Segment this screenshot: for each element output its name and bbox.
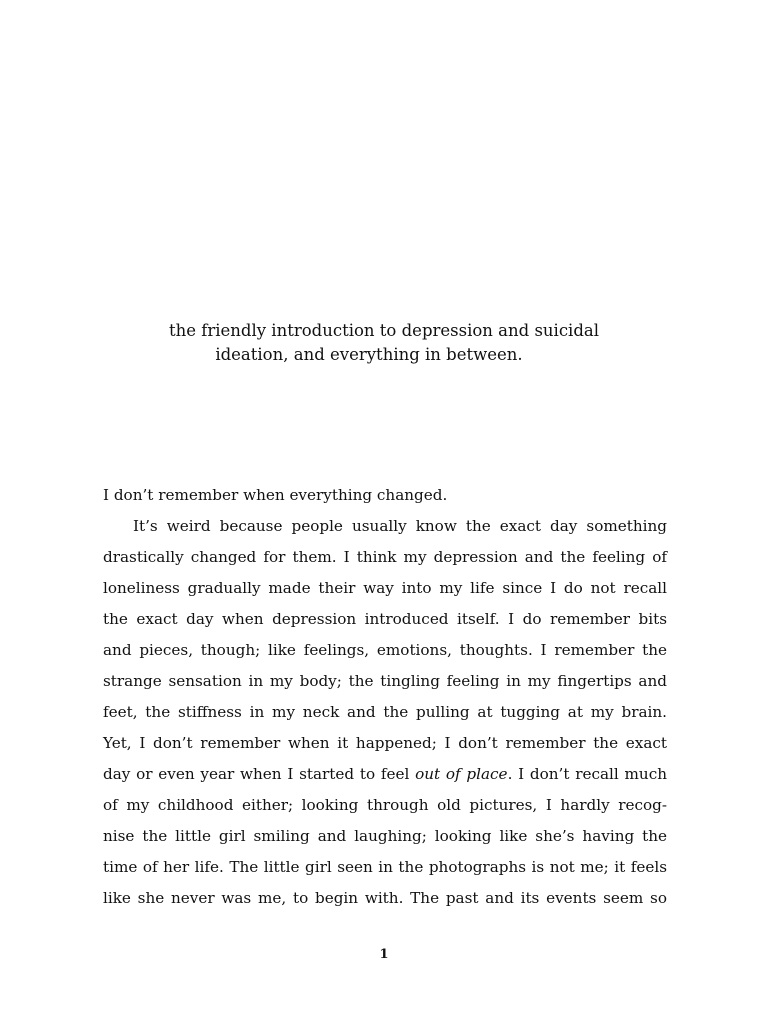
paragraph-line: nise the little girl smiling and laughing; looking like she’s having the (103, 827, 667, 845)
paragraph-line: of my childhood either; looking through old pictures, I hardly recog- (103, 796, 667, 814)
paragraph-line: Yet, I don’t remember when it happened; I don’t remember the exact (103, 734, 667, 752)
paragraph-line: strange sensation in my body; the tingling feeling in my fingertips and (103, 672, 667, 690)
paragraph-line: drastically changed for them. I think my depression and the feeling of (103, 548, 667, 566)
paragraph-line: loneliness gradually made their way into my life since I do not recall (103, 579, 667, 597)
paragraph-line-with-italic (103, 759, 667, 790)
body-text (103, 480, 667, 914)
italic-phrase: out of place (415, 765, 508, 783)
chapter-title-line-1: the friendly introduction to depression and suicidal (168, 321, 600, 340)
page-number: 1 (379, 947, 389, 962)
paragraph-2 (103, 511, 667, 914)
paragraph-line: and pieces, though; like feelings, emotions, thoughts. I remember the (103, 641, 667, 659)
paragraph-line: like she never was me, to begin with. The past and its events seem so (103, 889, 667, 907)
paragraph-1: I don’t remember when everything changed. (103, 486, 448, 504)
paragraph-line: It’s weird because people usually know the exact day something (133, 517, 667, 535)
line-text-after-italic: . I don’t recall much (507, 765, 668, 783)
paragraph-line: time of her life. The little girl seen in the photographs is not me; it feels (103, 858, 667, 876)
line-text-before-italic: day or even year when I started to feel (103, 765, 416, 783)
paragraph-line: feet, the stiffness in my neck and the pulling at tugging at my brain. (103, 703, 667, 721)
chapter-title-line-2: ideation, and everything in between. (215, 345, 523, 364)
paragraph-line: the exact day when depression introduced itself. I do remember bits (103, 610, 667, 628)
chapter-title (0, 319, 768, 367)
